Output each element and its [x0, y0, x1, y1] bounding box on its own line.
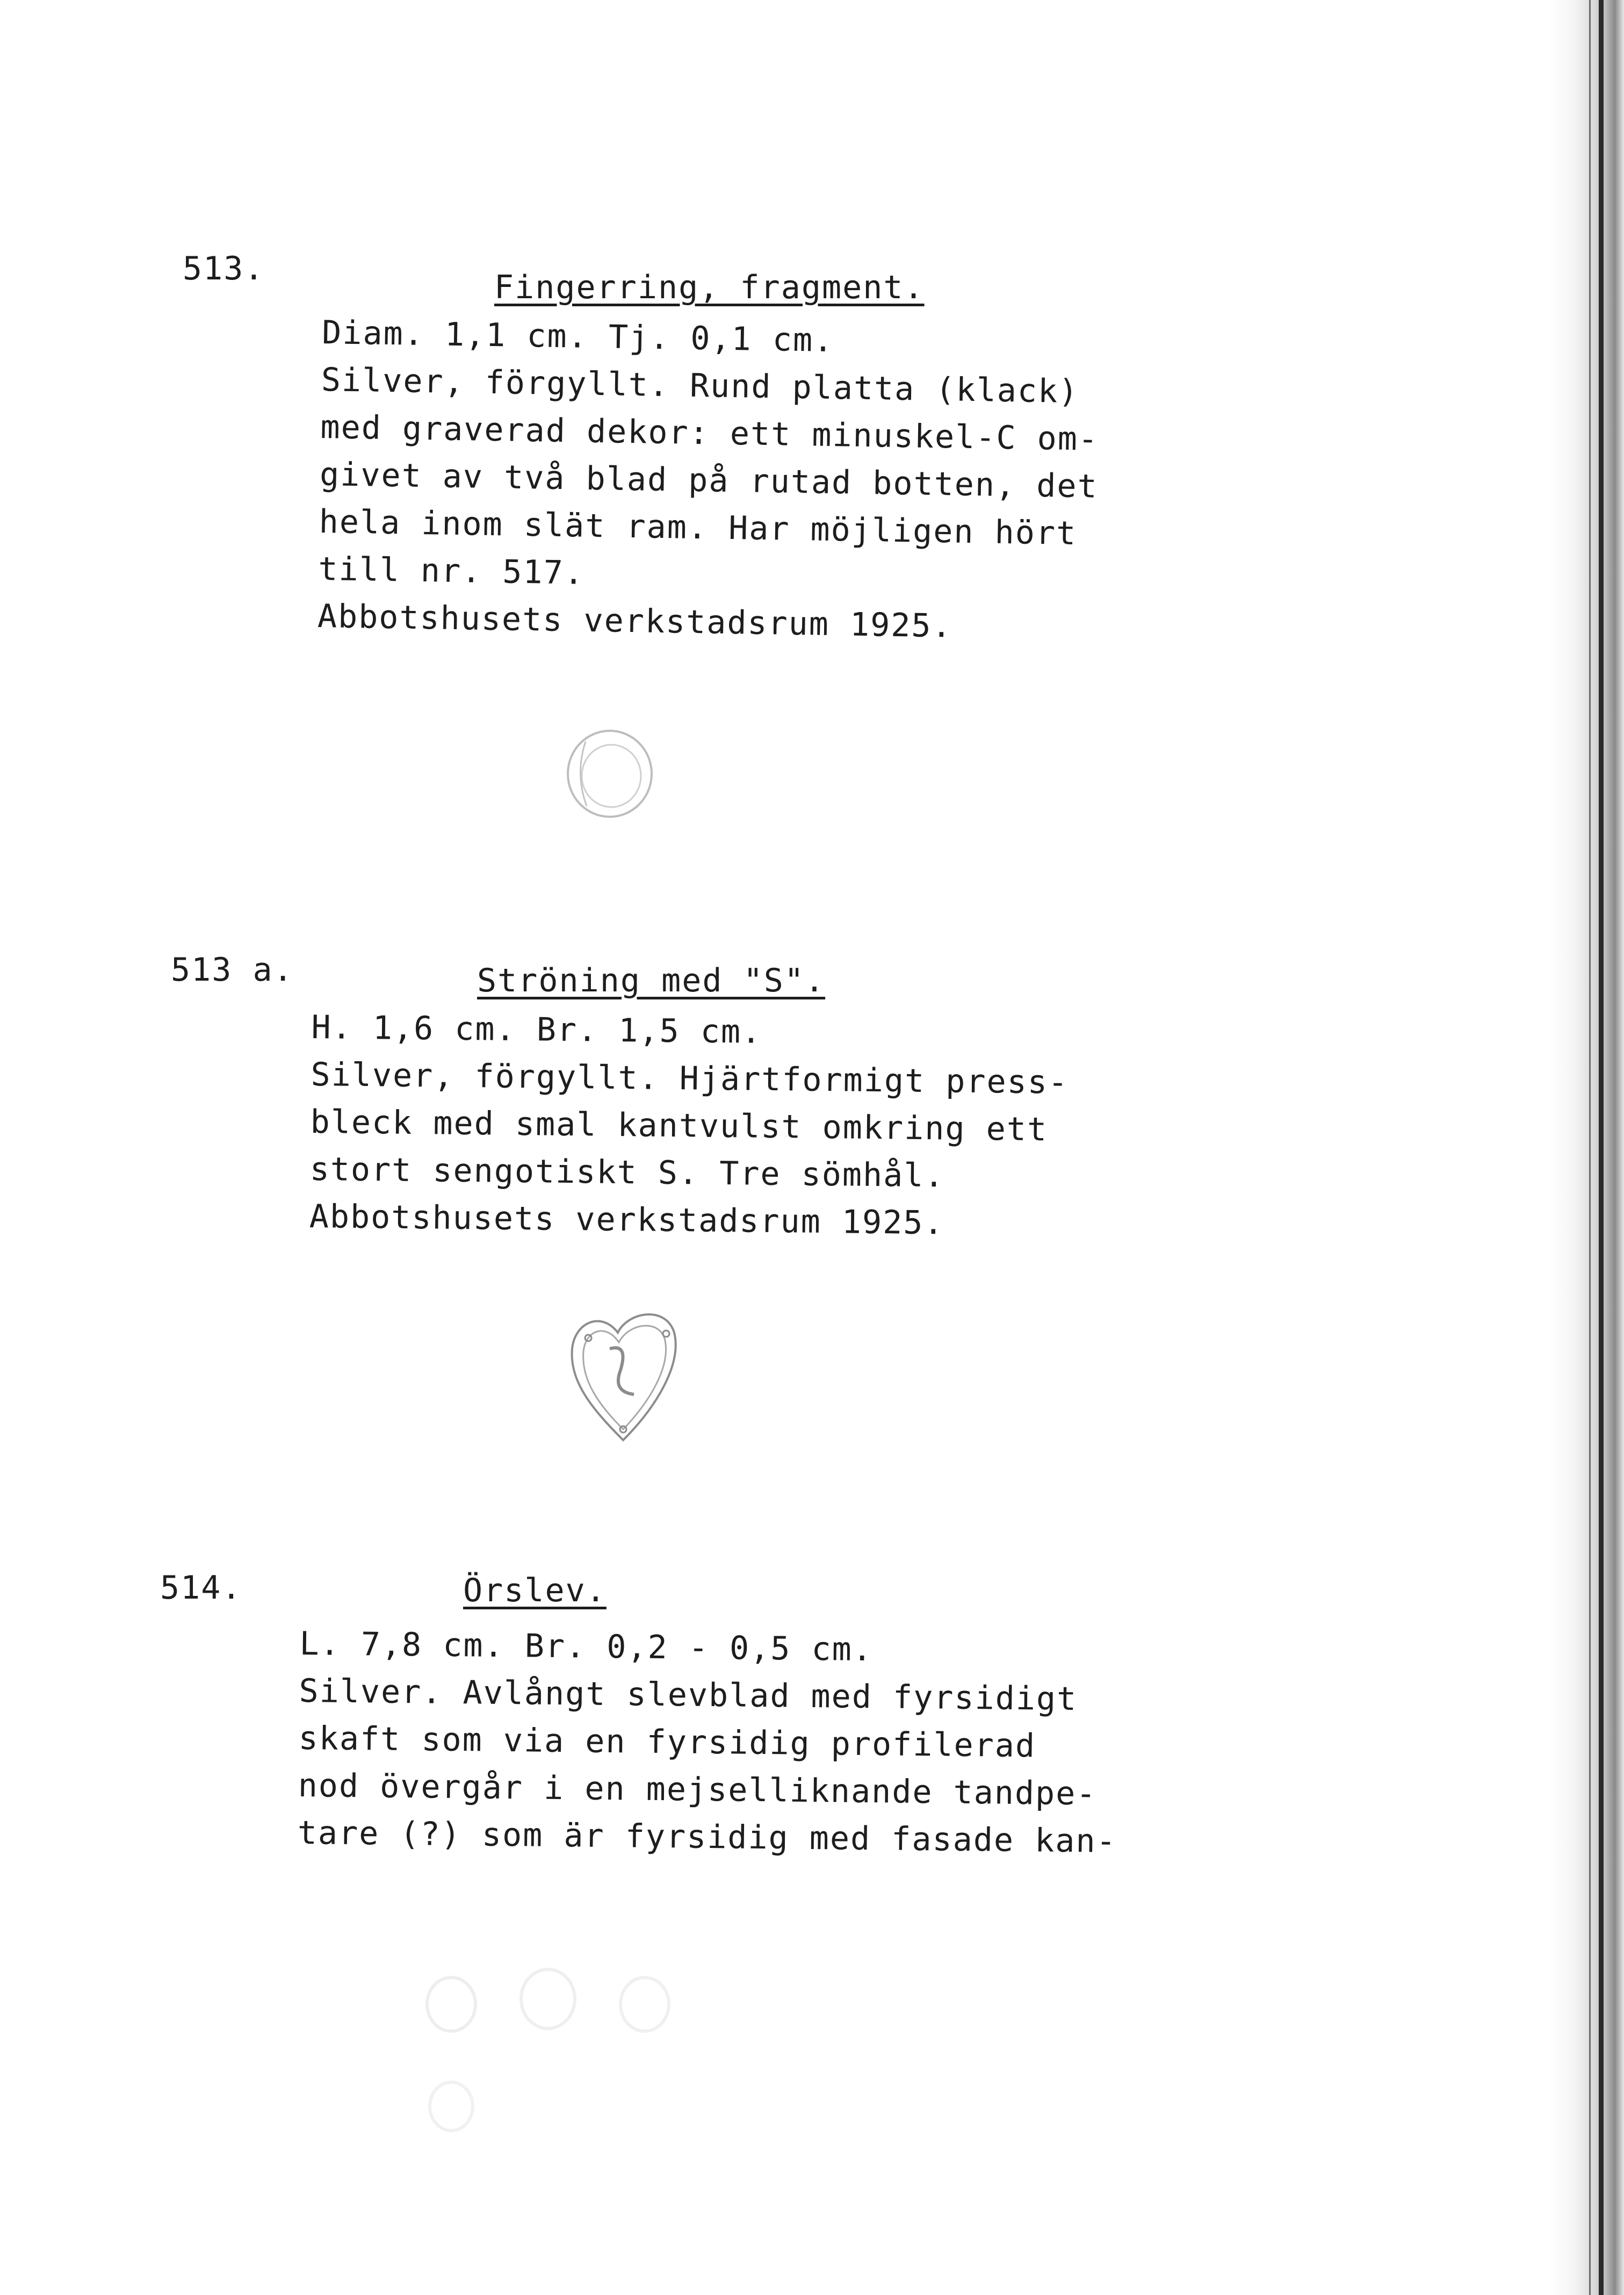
description-line: L. 7,8 cm. Br. 0,2 - 0,5 cm.	[299, 1624, 874, 1669]
entry-number: 514.	[160, 1569, 242, 1607]
description-line: Abbotshusets verkstadsrum 1925.	[317, 597, 953, 645]
entry-number: 513.	[183, 250, 265, 287]
show-through-marks	[408, 1934, 784, 2160]
entry-title: Örslev.	[463, 1572, 607, 1609]
description-line: med graverad dekor: ett minuskel-C om-	[320, 408, 1099, 458]
page-binding-edge	[1589, 0, 1591, 2295]
description-line: bleck med smal kantvulst omkring ett	[310, 1103, 1048, 1149]
description-line: Silver, förgyllt. Rund platta (klack)	[321, 361, 1079, 411]
description-line: Silver. Avlångt slevblad med fyrsidigt	[299, 1672, 1078, 1718]
description-line: skaft som via en fyrsidig profilerad	[298, 1719, 1036, 1765]
description-line: Abbotshusets verkstadsrum 1925.	[309, 1197, 944, 1242]
description-line: H. 1,6 cm. Br. 1,5 cm.	[311, 1008, 762, 1051]
entry-title: Ströning med "S".	[477, 962, 826, 999]
description-line: tare (?) som är fyrsidig med fasade kan-	[297, 1814, 1117, 1860]
description-line: givet av två blad på rutad botten, det	[319, 455, 1099, 506]
description-line: till nr. 517.	[317, 550, 585, 592]
entry-description	[317, 309, 1100, 652]
description-line: Silver, förgyllt. Hjärtformigt press-	[311, 1055, 1069, 1102]
entry-number: 513 a.	[171, 951, 294, 989]
heart-ornament-sketch	[559, 1300, 688, 1451]
page-binding-shadow	[1549, 0, 1624, 2295]
ring-fragment-sketch	[553, 720, 666, 828]
entry-title: Fingerring, fragment.	[494, 269, 925, 306]
entry-description	[309, 1004, 1069, 1248]
description-line: stort sengotiskt S. Tre sömhål.	[309, 1150, 945, 1195]
description-line: nod övergår i en mejselliknande tandpe-	[298, 1766, 1097, 1813]
page-binding-edge	[1599, 0, 1604, 2295]
description-line: Diam. 1,1 cm. Tj. 0,1 cm.	[321, 313, 834, 359]
entry-description	[297, 1620, 1118, 1865]
description-line: hela inom slät ram. Har möjligen hört	[319, 502, 1077, 553]
